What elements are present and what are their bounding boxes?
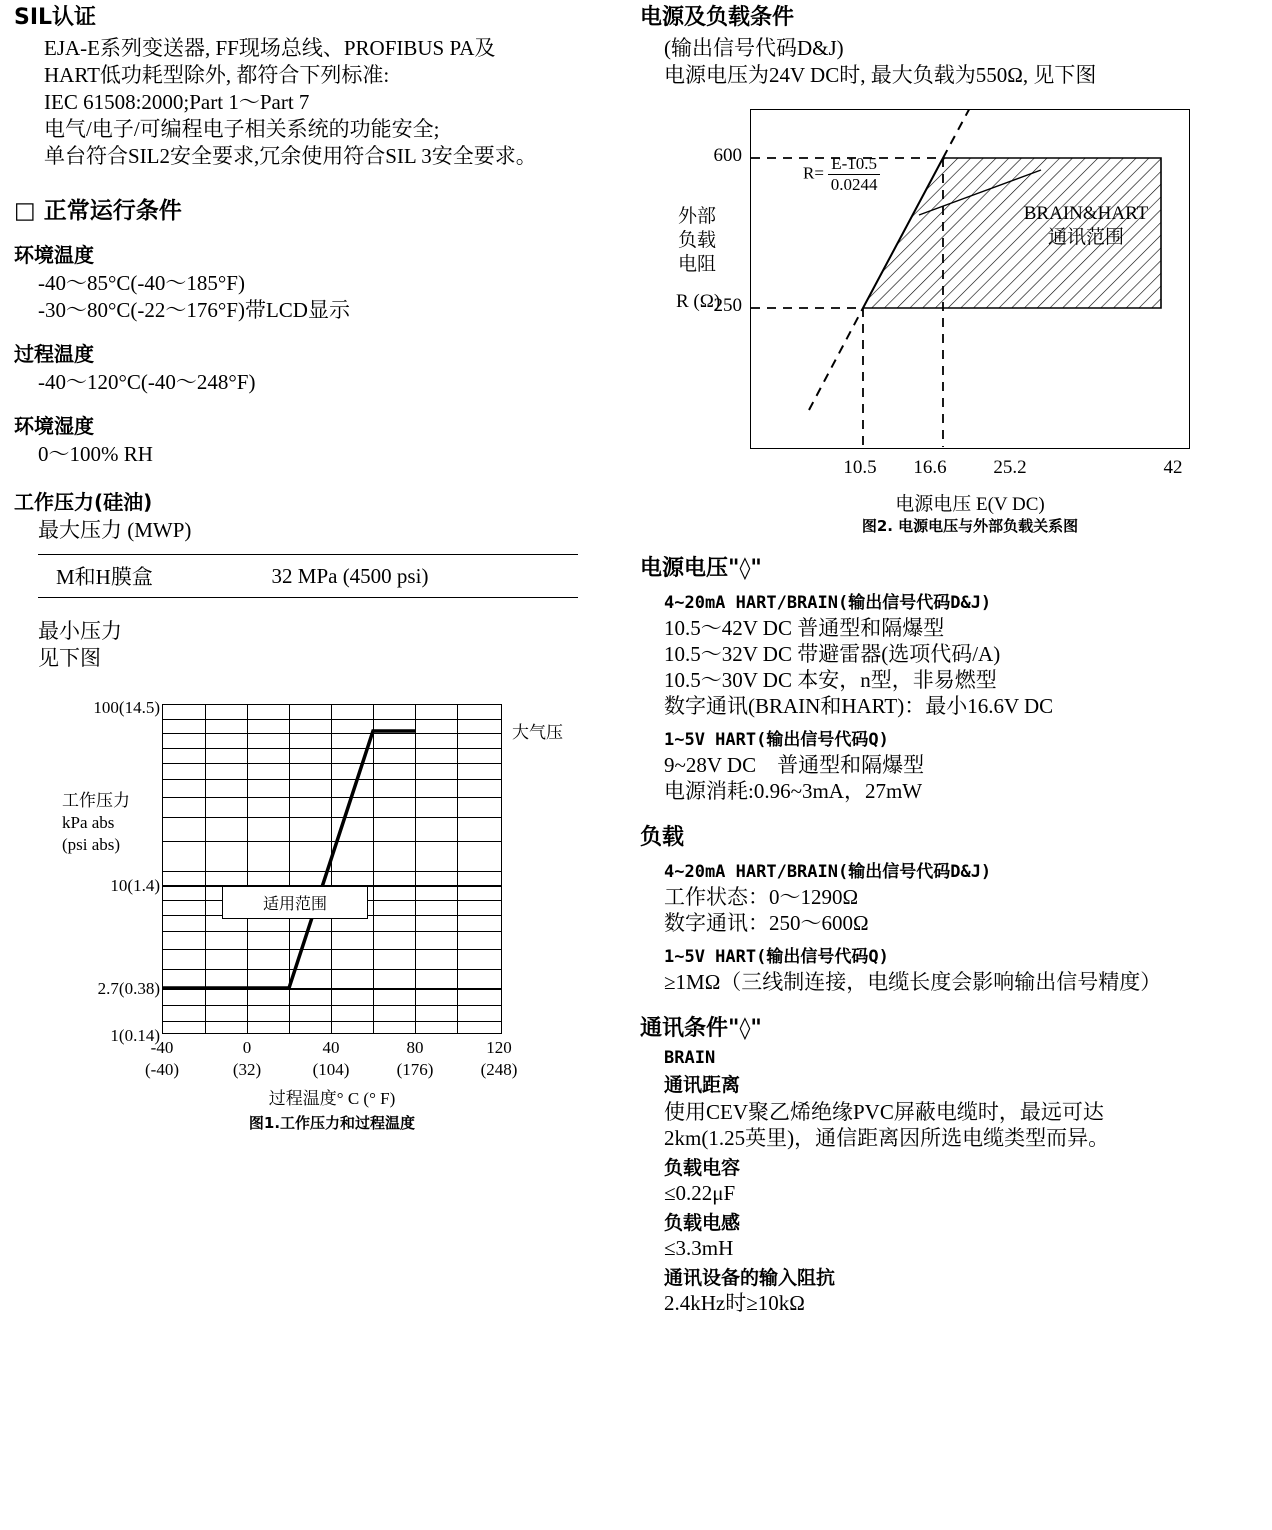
- figure-2-xtick: 10.5: [843, 457, 877, 478]
- comm-inductance-value: ≤3.3mH: [664, 1236, 734, 1260]
- table-cell-value: 32 MPa (4500 psi): [254, 555, 578, 598]
- load-line: ≥1MΩ（三线制连接，电缆长度会影响输出信号精度）: [664, 970, 1162, 994]
- supply-line: 10.5～42V DC 普通型和隔爆型: [664, 616, 945, 640]
- comm-body: [664, 1048, 1260, 1316]
- figure-2-plot-area: [750, 109, 1190, 449]
- figure-2-ytick: 250: [713, 295, 742, 316]
- load-title: 负载: [640, 825, 685, 850]
- process-temp-title: 过程温度: [14, 342, 94, 366]
- figure-2-formula: [803, 154, 880, 195]
- comm-inductance-title: 负载电感: [664, 1212, 741, 1234]
- figure-2-area-label: BRAIN&HART 通讯范围: [1023, 203, 1149, 248]
- figure-2-xtick: 16.6: [913, 457, 947, 478]
- figure-1-ytick: 1(0.14): [110, 1026, 160, 1045]
- figure-2-r-label: R (Ω): [676, 291, 721, 312]
- load-line: 工作状态：0～1290Ω: [664, 885, 859, 909]
- figure-1-xtick: -40: [150, 1038, 174, 1057]
- comm-protocol: BRAIN: [664, 1048, 716, 1068]
- comm-distance-line: 2km(1.25英里)，通信距离因所选电缆类型而异。: [664, 1126, 1110, 1150]
- figure-2-xtick: 42: [1163, 457, 1183, 478]
- comm-impedance-value: 2.4kHz时≥10kΩ: [664, 1291, 805, 1315]
- figure-1-xtick-sub: (-40): [145, 1060, 179, 1079]
- load-body: [664, 857, 1260, 995]
- sil-line: 单台符合SIL2安全要求,冗余使用符合SIL 3安全要求。: [44, 144, 537, 168]
- formula-denominator: 0.0244: [830, 175, 878, 194]
- load-line: 数字通讯：250～600Ω: [664, 911, 869, 935]
- power-load-body: [664, 35, 1260, 89]
- sil-line: HART低功耗型除外, 都符合下列标准:: [44, 63, 390, 87]
- min-pressure-block: [38, 618, 624, 672]
- sil-line: EJA-E系列变送器, FF现场总线、PROFIBUS PA及: [44, 36, 496, 60]
- load-sub-title-1: 4~20mA HART/BRAIN(输出信号代码D&J): [664, 862, 992, 882]
- figure-1-caption: 图1.工作压力和过程温度: [248, 1114, 416, 1132]
- normal-conditions-title: □ 正常运行条件: [14, 198, 182, 224]
- figure-2: [640, 95, 1240, 545]
- power-load-title: 电源及负载条件: [640, 5, 795, 30]
- comm-title: 通讯条件"◊": [640, 1016, 762, 1041]
- figure-1-plot-area: [162, 704, 502, 1034]
- min-pressure-label: 最小压力: [38, 619, 122, 643]
- supply-voltage-title: 电源电压"◊": [640, 556, 762, 581]
- process-temp-body: [38, 369, 624, 396]
- sil-line: IEC 61508:2000;Part 1～Part 7: [44, 90, 310, 114]
- figure-1-xtick-sub: (248): [480, 1060, 518, 1079]
- figure-2-ytick: 600: [713, 145, 742, 166]
- power-load-line: 电源电压为24V DC时, 最大负载为550Ω, 见下图: [664, 63, 1097, 87]
- ambient-temp-line: -30～80°C(-22～176°F)带LCD显示: [38, 298, 350, 322]
- supply-line: 10.5～32V DC 带避雷器(选项代码/A): [664, 642, 1001, 666]
- supply-line: 9~28V DC 普通型和隔爆型: [664, 753, 925, 777]
- sil-line: 电气/电子/可编程电子相关系统的功能安全;: [44, 117, 440, 141]
- ambient-temp-body: [38, 270, 624, 324]
- figure-1-xtick: 0: [242, 1038, 252, 1057]
- figure-1-x-title: 过程温度° C (° F): [268, 1089, 396, 1108]
- comm-capacitance-title: 负载电容: [664, 1157, 741, 1179]
- figure-1-ytick: 100(14.5): [93, 698, 160, 717]
- figure-1-xtick-sub: (104): [312, 1060, 350, 1079]
- min-pressure-note: 见下图: [38, 646, 101, 670]
- figure-2-x-title: 电源电压 E(V DC): [895, 494, 1045, 515]
- ambient-temp-line: -40～85°C(-40～185°F): [38, 271, 245, 295]
- figure-1-xtick: 40: [322, 1038, 340, 1057]
- sil-section-title: SIL认证: [14, 5, 97, 30]
- load-sub-title-2: 1~5V HART(输出信号代码Q): [664, 947, 889, 967]
- humidity-line: 0～100% RH: [38, 442, 153, 466]
- formula-numerator: E-10.5: [828, 154, 880, 175]
- figure-2-y-title: 外部 负载 电阻: [678, 206, 717, 275]
- figure-1-curve: [163, 705, 501, 1033]
- figure-2-xtick: 25.2: [993, 457, 1027, 478]
- figure-1-xtick-sub: (32): [232, 1060, 262, 1079]
- left-column: [14, 0, 624, 1132]
- sil-body: [44, 35, 624, 170]
- figure-1-xtick: 80: [406, 1038, 424, 1057]
- figure-1-ytick: 2.7(0.38): [97, 979, 160, 998]
- power-load-line: (输出信号代码D&J): [664, 36, 844, 60]
- supply-sub-title-1: 4~20mA HART/BRAIN(输出信号代码D&J): [664, 593, 992, 613]
- figure-1-ytick: 10(1.4): [110, 876, 160, 895]
- supply-line: 10.5～30V DC 本安，n型，非易燃型: [664, 668, 997, 692]
- mwp-label: 最大压力 (MWP): [38, 518, 192, 542]
- table-cell-label: M和H膜盒: [38, 555, 254, 598]
- figure-1-y-title: 工作压力 kPa abs (psi abs): [62, 791, 130, 854]
- figure-1-range-box: 适用范围: [222, 886, 368, 919]
- comm-distance-line: 使用CEV聚乙烯绝缘PVC屏蔽电缆时，最远可达: [664, 1100, 1104, 1124]
- formula-fraction: [828, 154, 880, 195]
- figure-2-caption: 图2. 电源电压与外部负载关系图: [861, 517, 1079, 535]
- table-row: [38, 555, 578, 598]
- comm-capacitance-value: ≤0.22μF: [664, 1181, 736, 1205]
- figure-1-xtick-sub: (176): [396, 1060, 434, 1079]
- formula-lhs: R=: [803, 163, 824, 183]
- process-temp-line: -40～120°C(-40～248°F): [38, 370, 256, 394]
- mwp-table: [38, 554, 578, 598]
- humidity-title: 环境湿度: [14, 414, 94, 438]
- comm-distance-title: 通讯距离: [664, 1074, 741, 1096]
- working-pressure-title: 工作压力(硅油): [14, 490, 153, 514]
- comm-impedance-title: 通讯设备的输入阻抗: [664, 1267, 836, 1289]
- right-column: [640, 0, 1260, 1316]
- humidity-body: [38, 441, 624, 468]
- figure-1-xtick: 120: [486, 1038, 512, 1057]
- figure-1: [14, 690, 614, 1132]
- ambient-temp-title: 环境温度: [14, 243, 94, 267]
- figure-1-atm-label: 大气压: [512, 723, 563, 742]
- supply-line: 数字通讯(BRAIN和HART)：最小16.6V DC: [664, 694, 1054, 718]
- supply-line: 电源消耗:0.96~3mA，27mW: [664, 779, 923, 803]
- supply-voltage-body: [664, 588, 1260, 804]
- supply-sub-title-2: 1~5V HART(输出信号代码Q): [664, 730, 889, 750]
